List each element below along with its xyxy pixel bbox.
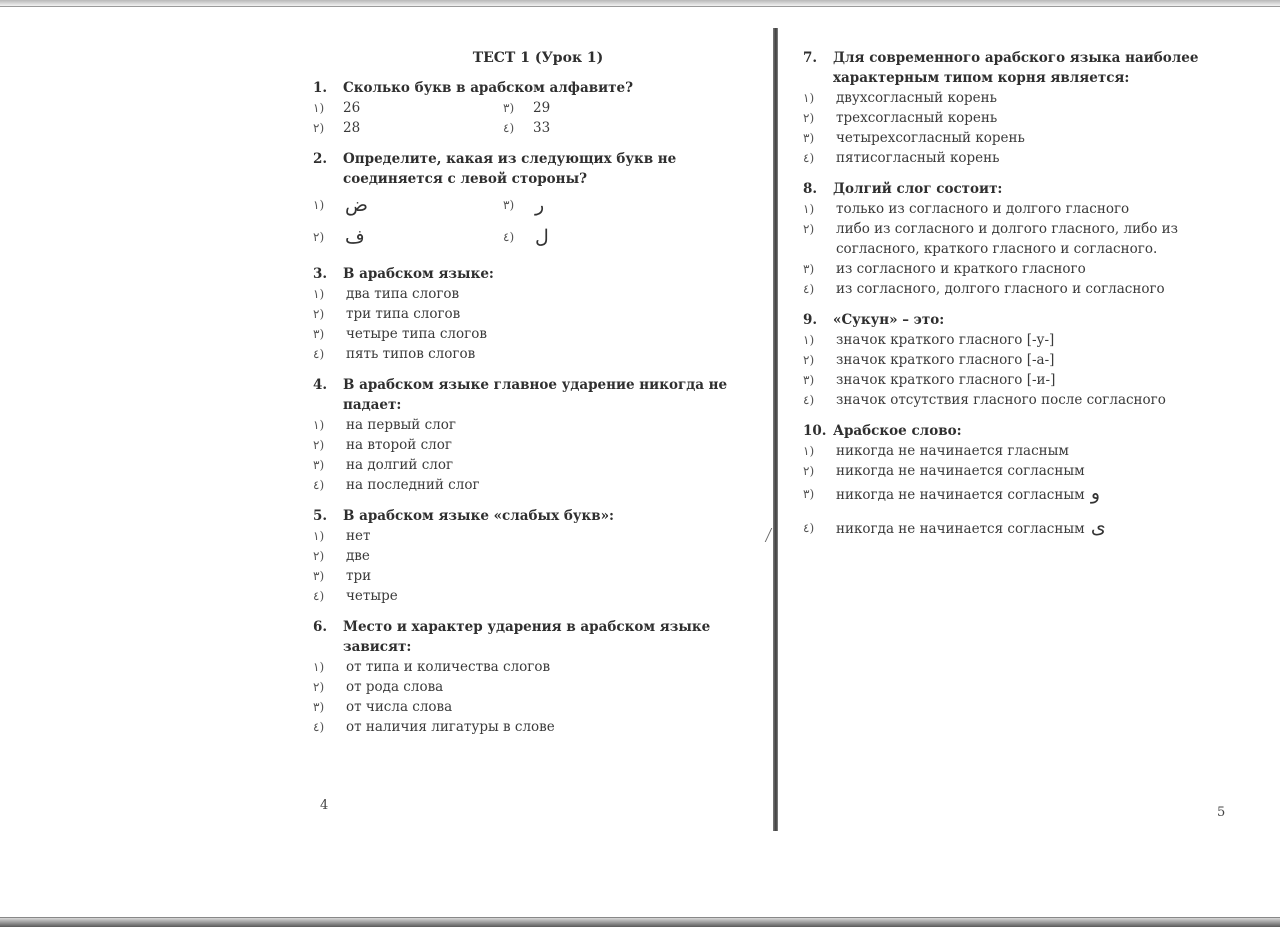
option-text: либо из согласного и долгого гласного, либо из согласного, краткого гласного и согласного. — [836, 221, 1178, 257]
question-7 — [803, 48, 1238, 168]
answer-option — [313, 344, 743, 364]
answer-option — [803, 461, 1238, 481]
option-text: никогда не начинается согласным — [836, 463, 1085, 479]
answer-option — [803, 148, 1238, 168]
option-number: ١) — [313, 198, 325, 212]
option-number: ٢) — [313, 230, 325, 244]
option-number: ١) — [803, 91, 815, 105]
option-number: ٣) — [803, 373, 815, 387]
answer-option — [803, 350, 1238, 370]
answer-options — [313, 98, 743, 138]
option-text: из согласного и краткого гласного — [836, 261, 1086, 277]
answer-option — [313, 304, 743, 324]
option-text: из согласного, долгого гласного и согласного — [836, 281, 1165, 297]
question-text: «Сукун» – это: — [833, 312, 945, 328]
option-text: нет — [346, 528, 371, 544]
answer-option — [313, 98, 503, 118]
option-number: ١) — [313, 287, 325, 301]
question-9 — [803, 310, 1238, 410]
option-number: ٤) — [803, 151, 815, 165]
answer-option — [313, 118, 503, 138]
option-text: два типа слогов — [346, 286, 460, 302]
answer-option — [313, 586, 743, 606]
arabic-letter: ف — [345, 226, 365, 248]
answer-option — [503, 118, 693, 138]
option-number: ٤) — [503, 230, 515, 244]
answer-option — [803, 88, 1238, 108]
answer-option — [313, 717, 743, 737]
page-number-right: 5 — [1217, 805, 1226, 820]
answer-option — [313, 657, 743, 677]
answer-option — [803, 279, 1238, 299]
option-text: никогда не начинается гласным — [836, 443, 1069, 459]
question-text: Долгий слог состоит: — [833, 181, 1003, 197]
question-number: 2. — [313, 151, 328, 167]
left-page — [313, 48, 743, 748]
viewer-top-border — [0, 0, 1280, 7]
option-number: ٣) — [313, 327, 325, 341]
arabic-letter: ل — [535, 226, 549, 248]
answer-option — [313, 435, 743, 455]
answer-option — [803, 108, 1238, 128]
question-number: 1. — [313, 80, 328, 96]
option-text: от наличия лигатуры в слове — [346, 719, 555, 735]
question-6 — [313, 617, 743, 737]
arabic-letter: ی — [1090, 516, 1106, 538]
answer-option — [803, 128, 1238, 148]
option-number: ٤) — [313, 720, 325, 734]
answer-option — [503, 189, 693, 221]
arabic-letter: ض — [345, 194, 368, 216]
answer-option — [503, 98, 693, 118]
option-number: ٤) — [503, 121, 515, 135]
answer-option — [313, 189, 503, 221]
option-number: ١) — [803, 333, 815, 347]
question-3 — [313, 264, 743, 364]
option-number: ٣) — [313, 458, 325, 472]
option-number: ٣) — [803, 131, 815, 145]
option-number: ٣) — [503, 101, 515, 115]
option-number: ٣) — [313, 569, 325, 583]
answer-option — [803, 390, 1238, 410]
question-1 — [313, 78, 743, 138]
option-number: ١) — [803, 202, 815, 216]
option-text: 26 — [343, 100, 361, 116]
option-text: значок краткого гласного [-и-] — [836, 372, 1056, 388]
option-text: никогда не начинается согласным — [836, 487, 1085, 503]
option-number: ٤) — [313, 347, 325, 361]
question-text: Место и характер ударения в арабском языке зависят: — [343, 619, 711, 655]
book-spine — [773, 28, 778, 831]
answer-option — [313, 677, 743, 697]
answer-option — [803, 219, 1238, 259]
option-number: ٢) — [803, 111, 815, 125]
option-number: ٤) — [313, 478, 325, 492]
answer-option — [313, 221, 503, 253]
option-text: трехсогласный корень — [836, 110, 998, 126]
answer-option — [503, 221, 693, 253]
option-text: значок краткого гласного [-у-] — [836, 332, 1055, 348]
answer-option — [803, 515, 1238, 541]
answer-option — [313, 697, 743, 717]
option-number: ٢) — [803, 353, 815, 367]
option-number: ٢) — [313, 307, 325, 321]
question-text: Арабское слово: — [833, 423, 962, 439]
question-text: Сколько букв в арабском алфавите? — [343, 80, 633, 96]
option-number: ٣) — [803, 487, 815, 501]
option-number: ١) — [313, 418, 325, 432]
question-number: 6. — [313, 619, 328, 635]
answer-option — [313, 284, 743, 304]
answer-option — [803, 330, 1238, 350]
question-text: Определите, какая из следующих букв не соединяется с левой стороны? — [343, 151, 677, 187]
question-number: 10. — [803, 423, 827, 439]
option-text: 28 — [343, 120, 361, 136]
question-text: Для современного арабского языка наиболее характерным типом корня является: — [833, 50, 1199, 86]
option-number: ٢) — [313, 680, 325, 694]
page-number-left: 4 — [320, 798, 329, 813]
option-text: 29 — [533, 100, 551, 116]
option-text: четырехсогласный корень — [836, 130, 1025, 146]
option-number: ١) — [313, 529, 325, 543]
option-text: четыре типа слогов — [346, 326, 487, 342]
question-number: 4. — [313, 377, 328, 393]
option-number: ٣) — [313, 700, 325, 714]
option-text: значок отсутствия гласного после согласного — [836, 392, 1166, 408]
answer-option — [803, 259, 1238, 279]
question-2 — [313, 149, 743, 253]
option-text: три типа слогов — [346, 306, 461, 322]
answer-option — [313, 455, 743, 475]
option-text: пять типов слогов — [346, 346, 476, 362]
option-text: от рода слова — [346, 679, 444, 695]
option-text: на последний слог — [346, 477, 480, 493]
option-number: ٢) — [313, 121, 325, 135]
option-text: на первый слог — [346, 417, 456, 433]
question-text: В арабском языке «слабых букв»: — [343, 508, 615, 524]
answer-option — [313, 566, 743, 586]
option-number: ٣) — [803, 262, 815, 276]
option-number: ٢) — [313, 438, 325, 452]
option-number: ٤) — [803, 393, 815, 407]
option-text: три — [346, 568, 372, 584]
option-number: ١) — [313, 101, 325, 115]
answer-option — [313, 546, 743, 566]
option-number: ٣) — [503, 198, 515, 212]
option-text: никогда не начинается согласным — [836, 521, 1085, 537]
question-number: 8. — [803, 181, 818, 197]
option-text: пятисогласный корень — [836, 150, 1000, 166]
question-4 — [313, 375, 743, 495]
answer-options — [313, 189, 743, 253]
option-text: четыре — [346, 588, 398, 604]
option-number: ٢) — [803, 222, 815, 236]
option-text: две — [346, 548, 370, 564]
answer-option — [803, 370, 1238, 390]
question-number: 7. — [803, 50, 818, 66]
question-text: В арабском языке: — [343, 266, 494, 282]
arabic-letter: و — [1090, 482, 1101, 504]
option-number: ١) — [803, 444, 815, 458]
option-text: от типа и количества слогов — [346, 659, 551, 675]
answer-option — [313, 526, 743, 546]
option-number: ٤) — [803, 282, 815, 296]
option-number: ١) — [313, 660, 325, 674]
question-number: 3. — [313, 266, 328, 282]
arabic-letter: ر — [535, 194, 545, 216]
question-text: В арабском языке главное ударение никогда не падает: — [343, 377, 728, 413]
answer-option — [313, 475, 743, 495]
answer-option — [803, 481, 1238, 507]
option-text: 33 — [533, 120, 551, 136]
option-number: ٢) — [803, 464, 815, 478]
option-text: на долгий слог — [346, 457, 454, 473]
answer-option — [803, 199, 1238, 219]
question-5 — [313, 506, 743, 606]
answer-option — [803, 441, 1238, 461]
option-number: ٤) — [803, 521, 815, 535]
option-text: на второй слог — [346, 437, 452, 453]
option-number: ٤) — [313, 589, 325, 603]
answer-option — [313, 324, 743, 344]
test-title: ТЕСТ 1 (Урок 1) — [472, 50, 604, 66]
option-number: ٢) — [313, 549, 325, 563]
question-8 — [803, 179, 1238, 299]
answer-option — [313, 415, 743, 435]
option-text: от числа слова — [346, 699, 453, 715]
question-number: 5. — [313, 508, 328, 524]
option-text: только из согласного и долгого гласного — [836, 201, 1130, 217]
option-text: значок краткого гласного [-а-] — [836, 352, 1055, 368]
question-10 — [803, 421, 1238, 541]
option-text: двухсогласный корень — [836, 90, 997, 106]
right-page — [803, 48, 1238, 552]
question-number: 9. — [803, 312, 818, 328]
